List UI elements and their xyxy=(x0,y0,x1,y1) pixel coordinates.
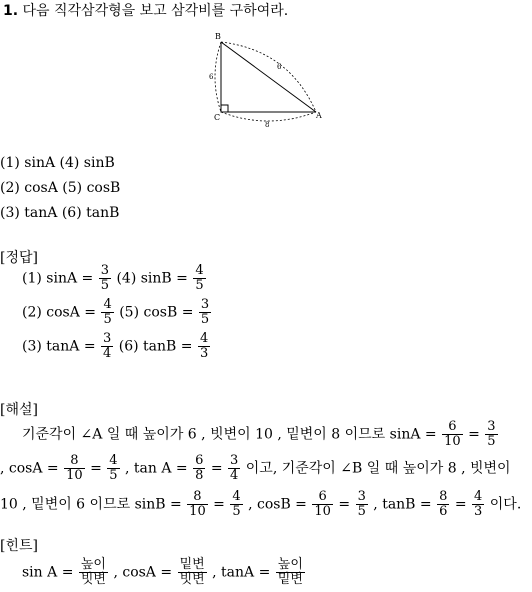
equals-sign: = xyxy=(90,460,102,477)
exp-sina-reduced-num: 3 xyxy=(487,419,496,434)
hint-sin-fraction xyxy=(79,558,108,587)
answer-heading: [정답] xyxy=(0,250,38,266)
explanation-heading: [해설] xyxy=(0,402,38,418)
question-line-2: (2) cosA (5) cosB xyxy=(0,180,121,196)
answer-6-fraction xyxy=(198,332,210,361)
exp-cosb-num: 6 xyxy=(318,489,327,504)
question-line-1: (1) sinA (4) sinB xyxy=(0,155,115,171)
equals-sign: = xyxy=(210,460,223,477)
answer-2-den: 5 xyxy=(103,312,112,327)
explanation-line-3 xyxy=(0,490,521,519)
side-ab-line xyxy=(221,42,316,112)
exp-cosa-reduced-num: 4 xyxy=(109,453,118,468)
answer-5-label: (5) cosB = xyxy=(119,304,194,321)
explanation-line-1-text: 기준각이 ∠A 일 때 높이가 6 , 빗변이 10 , 밑변이 8 이므로 sinA = xyxy=(22,426,437,443)
hint-sin-label: sin A = xyxy=(22,564,74,581)
hint-tan-fraction xyxy=(276,558,305,587)
answer-6-den: 3 xyxy=(199,346,209,361)
equals-sign: = xyxy=(213,496,225,513)
answer-4-fraction xyxy=(193,264,205,293)
side-ca-label: 8 xyxy=(265,121,270,129)
answer-3-num: 3 xyxy=(103,331,112,346)
answer-row-3 xyxy=(22,332,211,361)
question-line-3: (3) tanA (6) tanB xyxy=(0,205,120,221)
exp-sinb-fraction xyxy=(187,490,208,519)
vertex-c-label: C xyxy=(214,113,221,122)
brace-bc xyxy=(215,42,221,112)
answer-6-num: 4 xyxy=(199,331,209,346)
answer-5-fraction xyxy=(199,298,211,327)
exp-sina-fraction xyxy=(442,420,463,449)
exp-tanb-label: , tanB = xyxy=(373,496,432,513)
answer-1-fraction xyxy=(99,264,111,293)
exp-tanb-reduced xyxy=(472,490,484,519)
answer-3-fraction xyxy=(101,332,113,361)
equals-sign: = xyxy=(454,496,467,513)
exp-cosa-fraction xyxy=(64,454,85,483)
hint-tan-den: 밑변 xyxy=(277,572,303,587)
hint-line xyxy=(22,558,306,587)
exp-sinb-reduced-num: 4 xyxy=(232,489,241,504)
hint-tan-label: , tanA = xyxy=(212,564,271,581)
exp-tana-den: 8 xyxy=(195,468,204,483)
exp-cosa-num: 8 xyxy=(70,453,79,468)
hint-tan-num: 높이 xyxy=(277,557,303,572)
problem-statement xyxy=(3,3,288,19)
exp-tanb-num: 8 xyxy=(439,489,448,504)
explanation-line-2 xyxy=(0,454,511,483)
answer-5-den: 5 xyxy=(200,312,210,327)
answer-1-label: (1) sinA = xyxy=(22,270,94,287)
right-angle-mark xyxy=(221,105,228,112)
explanation-line-1 xyxy=(22,420,499,449)
answer-1-num: 3 xyxy=(100,263,109,278)
answer-1-den: 5 xyxy=(100,278,109,293)
problem-text: 다음 직각삼각형을 보고 삼각비를 구하여라. xyxy=(22,3,289,19)
exp-sina-reduced-den: 5 xyxy=(487,434,496,449)
exp-tanb-reduced-num: 4 xyxy=(474,489,483,504)
answer-5-num: 3 xyxy=(200,297,210,312)
hint-cos-label: , cosA = xyxy=(113,564,173,581)
side-bc-label: 6 xyxy=(209,73,214,81)
exp-tanb-reduced-den: 3 xyxy=(474,504,483,519)
exp-cosb-fraction xyxy=(312,490,333,519)
exp-sinb-reduced-den: 5 xyxy=(232,504,241,519)
hint-cos-fraction xyxy=(178,558,207,587)
problem-number: 1. xyxy=(3,3,19,19)
explanation-line-2-tail: 이고, 기준각이 ∠B 일 때 높이가 8 , 빗변이 xyxy=(245,460,511,477)
exp-cosa-reduced-den: 5 xyxy=(109,468,118,483)
answer-2-fraction xyxy=(101,298,113,327)
exp-tana-reduced xyxy=(228,454,240,483)
exp-tanb-den: 6 xyxy=(439,504,448,519)
hint-sin-num: 높이 xyxy=(80,557,106,572)
exp-sinb-den: 10 xyxy=(189,504,206,519)
exp-tana-fraction xyxy=(193,454,205,483)
exp-cosa-label: , cosA = xyxy=(0,460,59,477)
exp-tanb-fraction xyxy=(437,490,449,519)
exp-cosb-reduced-den: 5 xyxy=(357,504,366,519)
answer-3-label: (3) tanA = xyxy=(22,338,96,355)
exp-sinb-reduced xyxy=(230,490,242,519)
equals-sign: = xyxy=(468,426,480,443)
answer-row-1 xyxy=(22,264,207,293)
exp-cosb-den: 10 xyxy=(314,504,331,519)
exp-cosb-reduced-num: 3 xyxy=(357,489,366,504)
exp-tana-num: 6 xyxy=(195,453,204,468)
exp-tana-reduced-num: 3 xyxy=(230,453,239,468)
exp-sinb-label: 10 , 밑변이 6 이므로 sinB = xyxy=(0,496,182,513)
hint-heading: [힌트] xyxy=(0,538,38,554)
exp-cosa-den: 10 xyxy=(66,468,83,483)
exp-sinb-num: 8 xyxy=(193,489,202,504)
answer-3-den: 4 xyxy=(103,346,112,361)
exp-tana-reduced-den: 4 xyxy=(230,468,239,483)
exp-tana-label: , tan A = xyxy=(125,460,188,477)
equals-sign: = xyxy=(338,496,351,513)
exp-cosb-reduced xyxy=(356,490,368,519)
exp-sina-num: 6 xyxy=(448,419,457,434)
hint-cos-num: 밑변 xyxy=(179,557,205,572)
vertex-a-label: A xyxy=(316,111,322,120)
answer-4-num: 4 xyxy=(195,263,204,278)
answer-6-label: (6) tanB = xyxy=(118,338,193,355)
triangle-figure xyxy=(205,28,330,130)
answer-4-label: (4) sinB = xyxy=(116,270,188,287)
explanation-line-3-tail: 이다. xyxy=(489,496,522,513)
hint-cos-den: 빗변 xyxy=(179,572,205,587)
exp-cosa-reduced xyxy=(107,454,119,483)
exp-sina-den: 10 xyxy=(444,434,461,449)
exp-sina-reduced xyxy=(485,420,497,449)
answer-row-2 xyxy=(22,298,212,327)
exp-cosb-label: , cosB = xyxy=(248,496,307,513)
vertex-b-label: B xyxy=(215,32,221,41)
side-ab-label: 6 xyxy=(277,63,282,71)
answer-2-num: 4 xyxy=(103,297,112,312)
brace-ca xyxy=(221,112,316,121)
answer-4-den: 5 xyxy=(195,278,204,293)
hint-sin-den: 빗변 xyxy=(80,572,106,587)
answer-2-label: (2) cosA = xyxy=(22,304,97,321)
